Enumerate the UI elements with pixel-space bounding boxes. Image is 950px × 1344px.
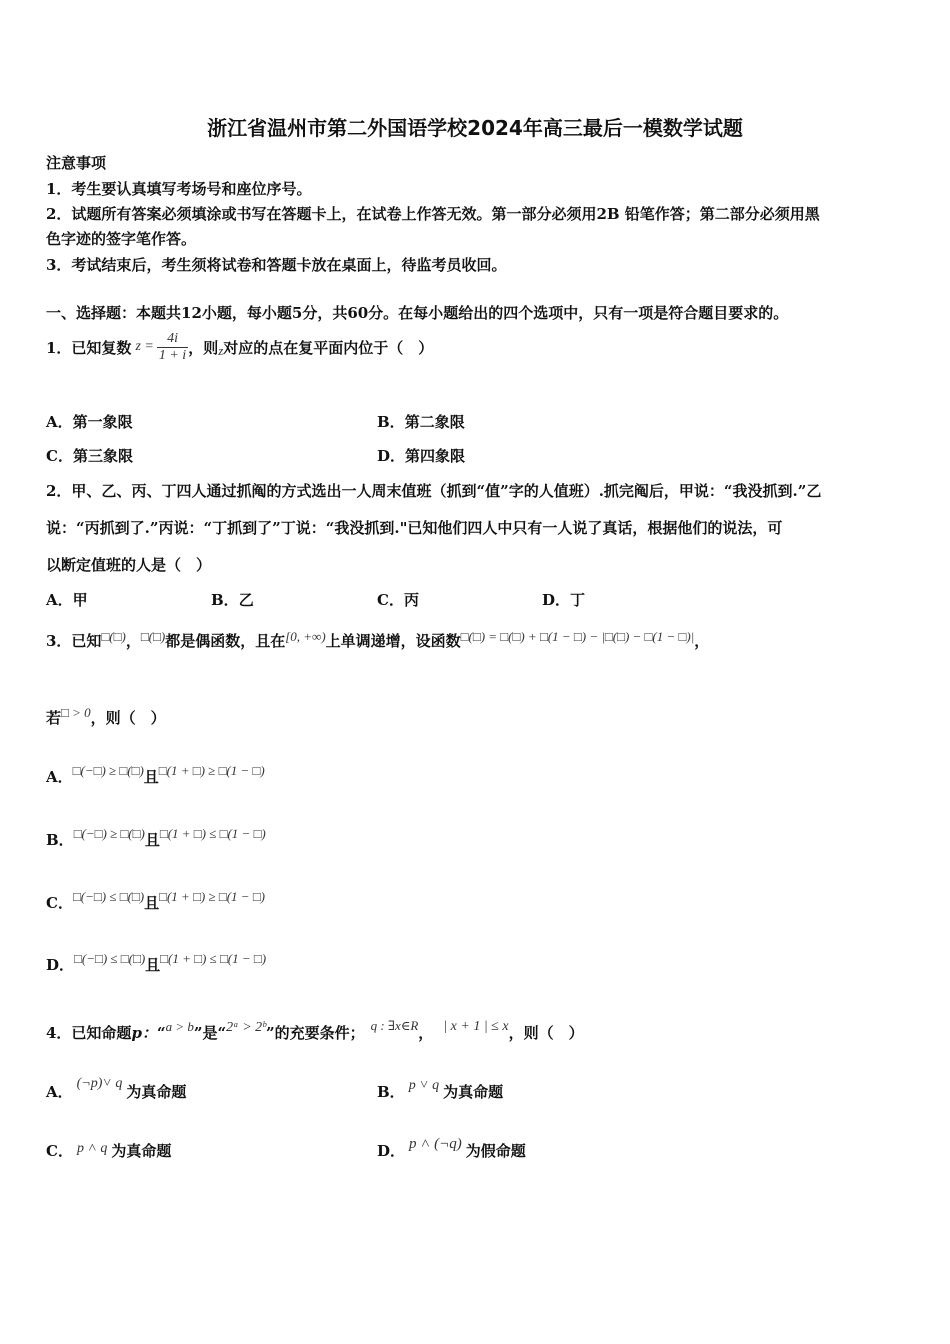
q3-text: 都是偶函数，且在 [165,632,286,650]
q4-option-math: p ˄ q [76,1141,108,1156]
q3-comma: ， [125,632,141,650]
q3-option-math: □(1 + □) ≤ □(1 − □) [159,826,266,841]
q4-option-math: p ˅ q [408,1078,440,1093]
q1-fraction [157,331,188,363]
q1-frac-num: 4i [157,331,188,347]
q4-math: | x + 1 | ≤ x [443,1019,509,1034]
q2-option-d: D．丁 [542,591,586,609]
q4-option-b: B． p ˅ q 为真命题 [377,1078,504,1101]
q1-suffix: 对应的点在复平面内位于（ ） [223,338,434,357]
q1-option-b: B．第二象限 [377,413,465,431]
q1-option-d: D．第四象限 [377,447,466,465]
q3-option-math: □(1 + □) ≥ □(1 − □) [159,889,266,904]
q3-option-c: C．□(−□) ≤ □(□)且□(1 + □) ≥ □(1 − □) [46,889,266,912]
notice-item: 色字迹的签字笔作答。 [46,230,197,248]
q4-option-c: C． p ˄ q 为真命题 [46,1141,172,1160]
question-1 [46,325,433,369]
q3-cond: □ > 0 [61,705,91,720]
page-title: 浙江省温州市第二外国语学校2024年高三最后一模数学试题 [207,116,743,140]
q3-option-math: □(−□) ≤ □(□) [74,951,146,966]
q3-function-def: □(□) = □(□) + □(1 − □) − |□(□) − □(1 − □)| [460,629,695,644]
notice-item: 3．考试结束后，考生须将试卷和答题卡放在桌面上，待监考员收回。 [46,256,507,274]
q2-line: 以断定值班的人是（ ） [46,556,212,574]
q3-option-math: □(−□) ≥ □(□) [73,826,145,841]
q3-option-math: □(−□) ≥ □(□) [72,763,144,778]
section-heading: 一、选择题：本题共12小题，每小题5分，共60分。在每小题给出的四个选项中，只有一项是符合题目要求的。 [46,304,789,322]
q3-math: □(□) [140,629,166,644]
q1-z-eq: z = [135,339,154,354]
question-4 [46,1018,584,1043]
q3-option-math: □(−□) ≤ □(□) [72,889,145,904]
q1-frac-den: 1 + i [158,347,187,363]
q4-math: a > b [165,1019,194,1034]
q3-option-math: □(1 + □) ≤ □(1 − □) [160,951,267,966]
q3-option-d: D．□(−□) ≤ □(□)且□(1 + □) ≤ □(1 − □) [46,951,267,974]
q2-option-c: C．丙 [377,591,419,609]
notice-item: 1．考生要认真填写考场号和座位序号。 [46,180,312,198]
q3-prefix: 3．已知 [46,632,102,650]
q4-text: ，则（ ） [508,1024,584,1042]
q3-option-math: □(1 + □) ≥ □(1 − □) [158,763,265,778]
q2-line: 说：“丙抓到了.”丙说：“丁抓到了”丁说：“我没抓到."已知他们四人中只有一人说了真话，根据他们的说法，可 [46,519,783,537]
q4-option-math: (¬p)˅ q [76,1076,123,1091]
q4-text: ”的充要条件； [265,1024,365,1042]
q1-z-var: z [218,343,224,358]
notice-item: 2．试题所有答案必须填涂或书写在答题卡上，在试卷上作答无效。第一部分必须用2B 铅笔作答；第二部分必须用黑 [46,205,820,223]
question-3 [46,630,709,651]
q2-line: 2．甲、乙、丙、丁四人通过抓阄的方式选出一人周末值班（抓到“值”字的人值班）.抓完阄后，甲说：“我没抓到.”乙 [46,482,822,500]
notice-heading: 注意事项 [46,154,107,172]
q3-math: □(□) [101,629,126,644]
q1-prefix: 1．已知复数 [46,338,132,357]
q4-quote: “ [156,1024,166,1042]
q4-math: 2ᵃ > 2ᵇ [226,1020,266,1035]
q1-option-c: C．第三象限 [46,447,133,465]
q2-option-a: A．甲 [46,591,88,609]
q4-quote: ”是“ [193,1024,227,1042]
q1-mid: ，则 [188,338,219,357]
q3-line2 [46,707,166,728]
q3-option-a: A．□(−□) ≥ □(□)且□(1 + □) ≥ □(1 − □) [46,763,265,786]
q4-math: q : ∃x∈R [370,1018,419,1033]
q4-text: ， [418,1024,434,1042]
q3-text: ，则（ ） [90,709,166,727]
q3-interval: [0, +∞) [285,629,326,644]
q4-prefix: 4．已知命题 [46,1024,132,1042]
q4-p: p： [131,1024,157,1042]
q3-text: ， [694,632,710,650]
q4-option-d: D． p ˄ (¬q) 为假命题 [377,1136,526,1160]
q3-text: 若 [46,709,62,727]
q3-option-b: B．□(−□) ≥ □(□)且□(1 + □) ≤ □(1 − □) [46,826,266,849]
q1-option-a: A．第一象限 [46,413,133,431]
q4-option-a: A． (¬p)˅ q 为真命题 [46,1076,187,1101]
q4-option-math: p ˄ (¬q) [409,1136,462,1152]
q3-text: 上单调递增，设函数 [325,632,461,650]
q2-option-b: B．乙 [211,591,254,609]
